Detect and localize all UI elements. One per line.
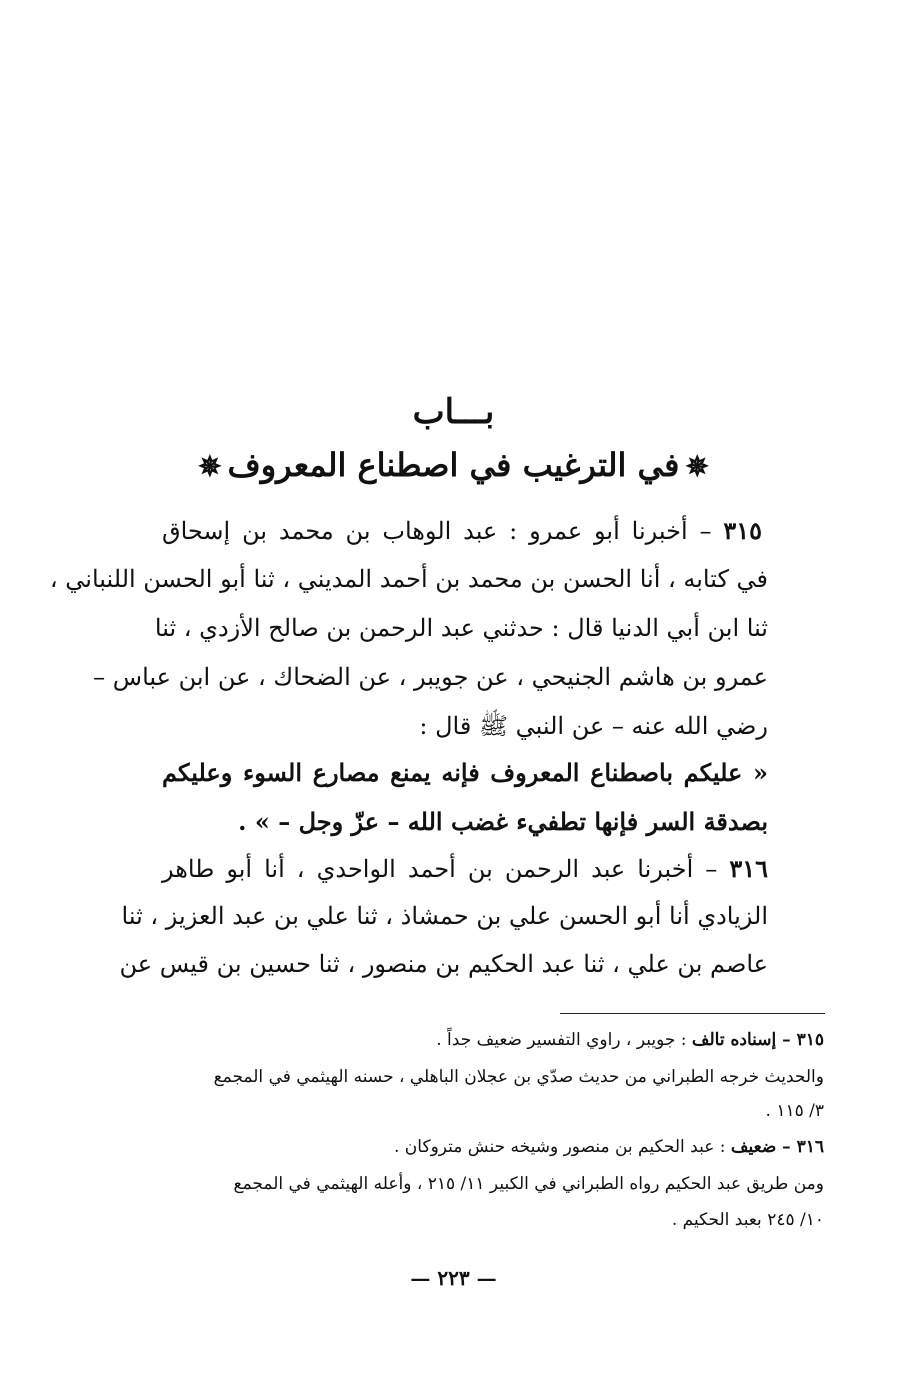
body-line: ٣١٥ – أخبرنا أبو عمرو : عبد الوهاب بن محمد بن إسحاق	[162, 516, 762, 545]
chapter-title-text: في الترغيب في اصطناع المعروف	[227, 446, 680, 484]
page-number: — ٢٢٣ —	[410, 1266, 497, 1290]
body-line: في كتابه ، أنا الحسن بن محمد بن أحمد المديني ، ثنا أبو الحسن اللنباني ،	[49, 565, 768, 593]
body-line: ٣١٦ – أخبرنا عبد الرحمن بن أحمد الواحدي ، أنا أبو طاهر	[162, 854, 768, 883]
chapter-heading: بـــاب	[412, 392, 495, 432]
chapter-title	[0, 446, 907, 484]
footnote-line: ٣١٥ – إسناده تالف : جويبر ، راوي التفسير ضعيف جداً .	[436, 1030, 824, 1050]
footnote-line: والحديث خرجه الطبراني من حديث صدّي بن عجلان الباهلي ، حسنه الهيثمي في المجمع	[213, 1067, 824, 1087]
footnote-line: ٣/ ١١٥ .	[765, 1101, 824, 1121]
hadith-text-line: بصدقة السر فإنها تطفيء غضب الله – عزّ وجل – » .	[238, 807, 768, 836]
hadith-number: ٣١٦	[729, 854, 768, 883]
body-line: الزيادي أنا أبو الحسن علي بن حمشاذ ، ثنا علي بن عبد العزيز ، ثنا	[121, 902, 768, 930]
body-line: عاصم بن علي ، ثنا عبد الحكيم بن منصور ، ثنا حسين بن قيس عن	[119, 950, 768, 978]
star-ornament-icon: ✵	[198, 450, 222, 483]
footnote-line: ومن طريق عبد الحكيم رواه الطبراني في الكبير ١١/ ٢١٥ ، وأعله الهيثمي في المجمع	[233, 1174, 824, 1194]
footnote-divider	[560, 1013, 825, 1014]
hadith-number: ٣١٥	[723, 516, 762, 545]
hadith-text-line: « عليكم باصطناع المعروف فإنه يمنع مصارع السوء وعليكم	[162, 758, 768, 787]
body-line: عمرو بن هاشم الجنيحي ، عن جويبر ، عن الضحاك ، عن ابن عباس –	[93, 663, 768, 691]
body-line: رضي الله عنه – عن النبي ﷺ قال :	[419, 712, 768, 740]
footnote-line: ٣١٦ – ضعيف : عبد الحكيم بن منصور وشيخه حنش متروكان .	[394, 1137, 824, 1157]
footnote-line: ١٠/ ٢٤٥ بعبد الحكيم .	[671, 1210, 824, 1230]
star-ornament-icon: ✵	[685, 450, 709, 483]
body-line: ثنا ابن أبي الدنيا قال : حدثني عبد الرحمن بن صالح الأزدي ، ثنا	[154, 614, 768, 642]
